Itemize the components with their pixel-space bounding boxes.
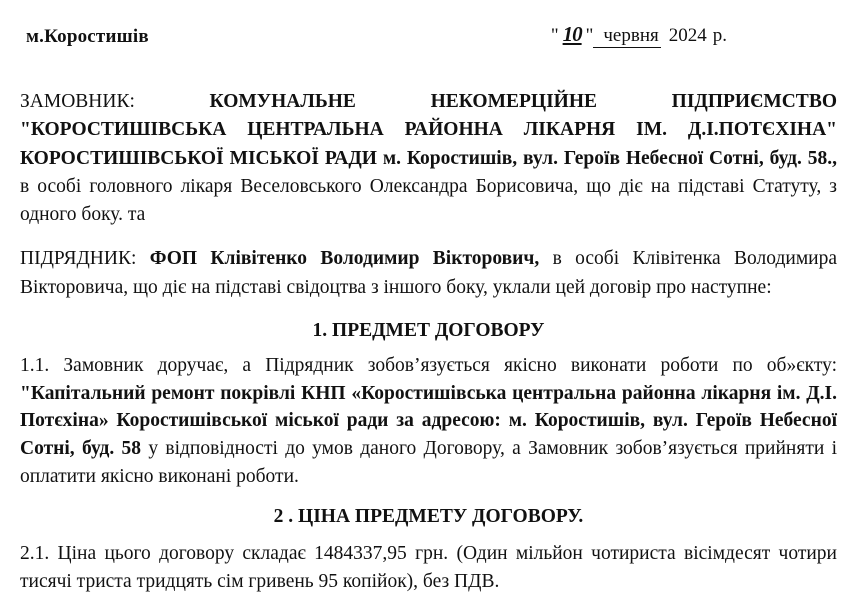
date-year: 2024	[668, 25, 707, 46]
date-close-quote: "	[585, 25, 594, 46]
clause-2-1-number: 2.1.	[20, 543, 50, 565]
customer-label: ЗАМОВНИК:	[20, 91, 135, 112]
contractor-paragraph	[20, 245, 837, 302]
customer-paragraph	[20, 88, 837, 229]
customer-representative: в особі головного лікаря Веселовського Олександра Борисовича,	[20, 175, 579, 197]
contractor-mid: в особі	[539, 248, 620, 270]
clause-1-1-text-before: Замовник доручає, а Підрядник зобов’язується якісно виконати роботи по об»єкту:	[49, 354, 837, 376]
customer-basis: що діє на підставі Статуту, з одного боку. та	[20, 175, 837, 226]
section-2-heading: 2 . ЦІНА ПРЕДМЕТУ ДОГОВОРУ.	[273, 506, 584, 528]
contract-object-name: "Капітальний ремонт покрівлі КНП «Коростишівська центральна районна лікарня ім. Д.І. Потєхіна» Коростишівської міської ради за адресою: м. Коростишів, вул. Героїв Небесної Сотні, буд. 58	[20, 382, 837, 459]
clause-1-1	[20, 352, 837, 490]
contractor-basis: що діє на підставі свідоцтва з іншого боку, уклали цей договір про наступне:	[128, 276, 772, 298]
customer-address: м. Коростишів, вул. Героїв Небесної Сотні, буд. 58.,	[382, 147, 837, 169]
date-open-quote: "	[550, 25, 559, 46]
contractor-name: ФОП Клівітенко Володимир Вікторович,	[149, 248, 540, 270]
clause-2-1	[20, 540, 837, 595]
contractor-representative: Клівітенка Володимира Вікторовича,	[20, 248, 837, 298]
clause-1-1-number: 1.1.	[20, 354, 50, 376]
date-day-handwritten: 10	[562, 22, 582, 46]
date-year-suffix: р.	[712, 25, 727, 46]
date-month: червня	[593, 25, 660, 48]
date-line	[551, 18, 837, 48]
section-1-heading: 1. ПРЕДМЕТ ДОГОВОРУ	[312, 319, 545, 341]
clause-2-1-text: Ціна цього договору складає 1484337,95 грн. (Один мільйон чотириста вісімдесят чотири тисячі триста тридцять сім гривень 95 копійок), без ПДВ.	[20, 543, 837, 592]
clause-1-1-text-after: у відповідності до умов даного Договору, а Замовник зобов’язується прийняти і оплатити якісно виконані роботи.	[20, 437, 837, 487]
contractor-label: ПІДРЯДНИК:	[20, 248, 137, 270]
document-header	[20, 18, 837, 62]
city-label: м.Коростишів	[26, 26, 149, 47]
customer-name: КОМУНАЛЬНЕ НЕКОМЕРЦІЙНЕ ПІДПРИЄМСТВО "КОРОСТИШІВСЬКА ЦЕНТРАЛЬНА РАЙОННА ЛІКАРНЯ ІМ. Д.І.ПОТЄХІНА" КОРОСТИШІВСЬКОЇ МІСЬКОЇ РАДИ	[20, 91, 837, 169]
